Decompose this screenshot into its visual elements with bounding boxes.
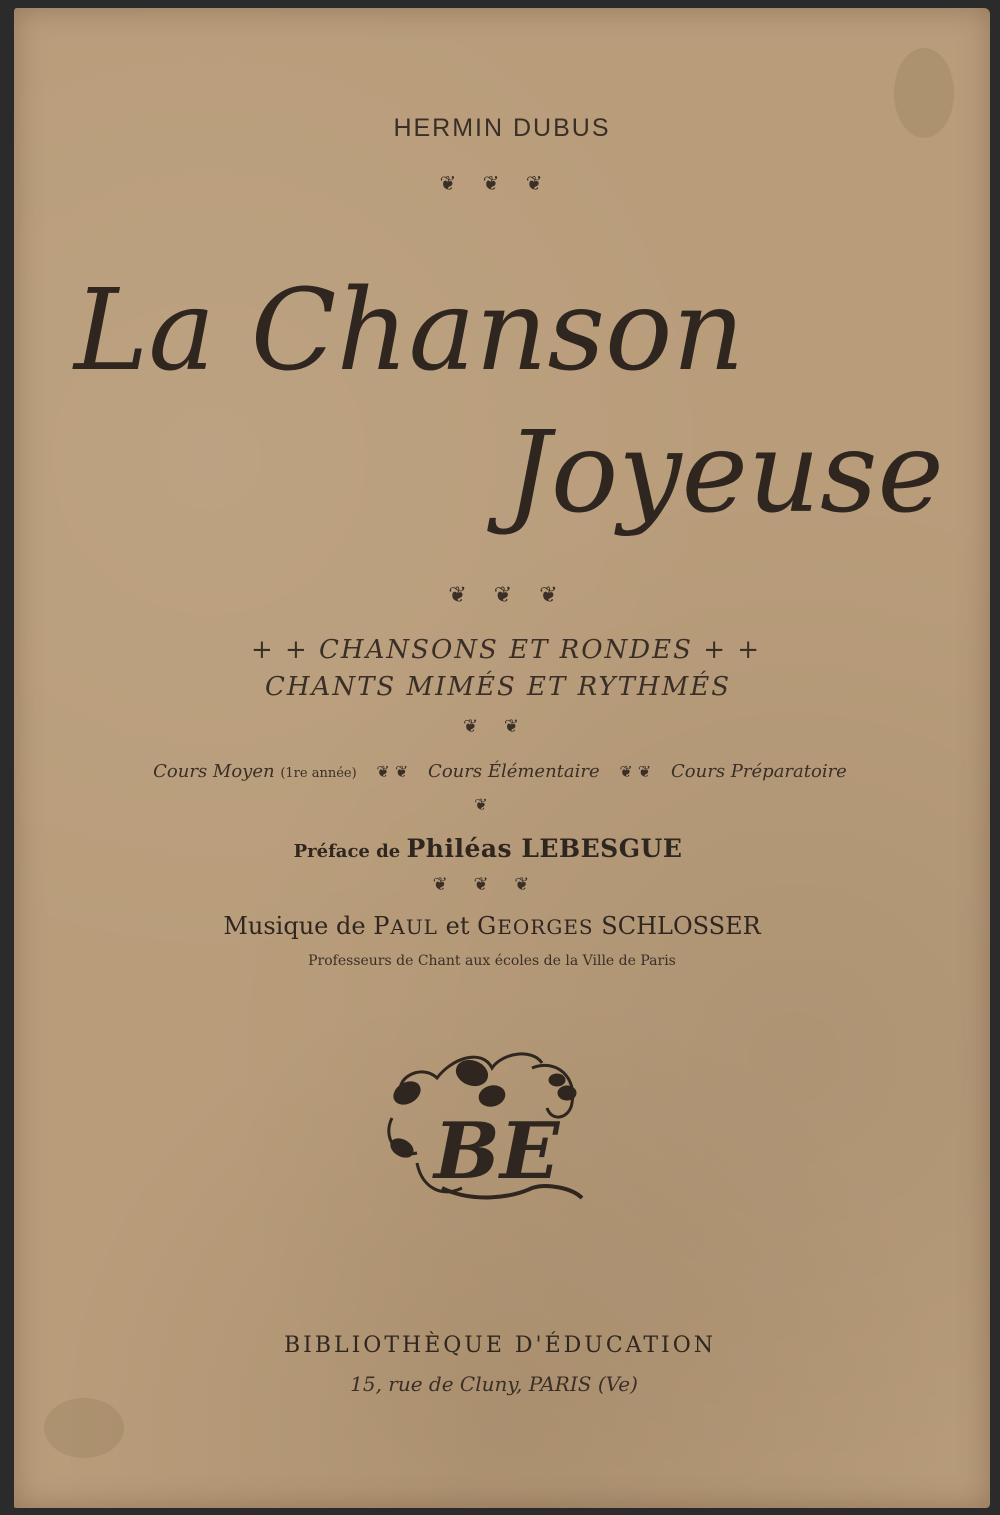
preface-credit xyxy=(0,834,976,863)
course-elementaire: Cours Élémentaire xyxy=(428,761,600,782)
preface-prefix: Préface de xyxy=(293,841,401,862)
course-moyen-note: (1re année) xyxy=(280,766,357,781)
music-prefix: Musique de xyxy=(223,912,366,940)
music-credit xyxy=(4,912,980,940)
publisher-monogram-icon xyxy=(382,1038,592,1208)
subtitle-line-1: + + CHANSONS ET RONDES + + xyxy=(250,635,762,665)
publisher-name: BIBLIOTHÈQUE D'ÉDUCATION xyxy=(283,1333,716,1358)
composer1-name: AUL xyxy=(390,915,438,939)
paper-stain xyxy=(44,1398,124,1458)
subtitle-line-2: CHANTS MIMÉS ET RYTHMÉS xyxy=(264,672,732,702)
ornament-divider: ❦ ❦ ❦ xyxy=(448,583,568,608)
course-separator: ❦ ❦ xyxy=(619,762,652,781)
course-levels xyxy=(12,761,988,782)
course-separator: ❦ ❦ xyxy=(376,762,409,781)
course-preparatoire: Cours Préparatoire xyxy=(671,761,847,782)
composer2-name: EORGES xyxy=(497,915,594,939)
music-and: et xyxy=(445,912,470,940)
course-moyen: Cours Moyen xyxy=(153,761,275,782)
ornament-divider: ❦ ❦ ❦ xyxy=(432,874,540,895)
composer2-initial: G xyxy=(477,912,498,940)
preface-author: Philéas LEBESGUE xyxy=(406,834,683,863)
composers-title: Professeurs de Chant aux écoles de la Ville de Paris xyxy=(308,953,676,969)
composer1-initial: P xyxy=(373,912,391,940)
ornament-divider: ❦ xyxy=(474,795,498,814)
ornament-divider: ❦ ❦ xyxy=(463,716,529,737)
ornament-divider: ❦ ❦ ❦ xyxy=(439,171,553,195)
monogram-letters: BE xyxy=(434,1106,560,1197)
book-cover xyxy=(14,8,990,1508)
composer-surname: SCHLOSSER xyxy=(601,912,761,940)
title-line-2: Joyeuse xyxy=(506,408,944,538)
title-line-1: La Chanson xyxy=(74,266,745,396)
publisher-address: 15, rue de Cluny, PARIS (Ve) xyxy=(350,1372,638,1396)
author-name: HERMIN DUBUS xyxy=(393,114,611,142)
